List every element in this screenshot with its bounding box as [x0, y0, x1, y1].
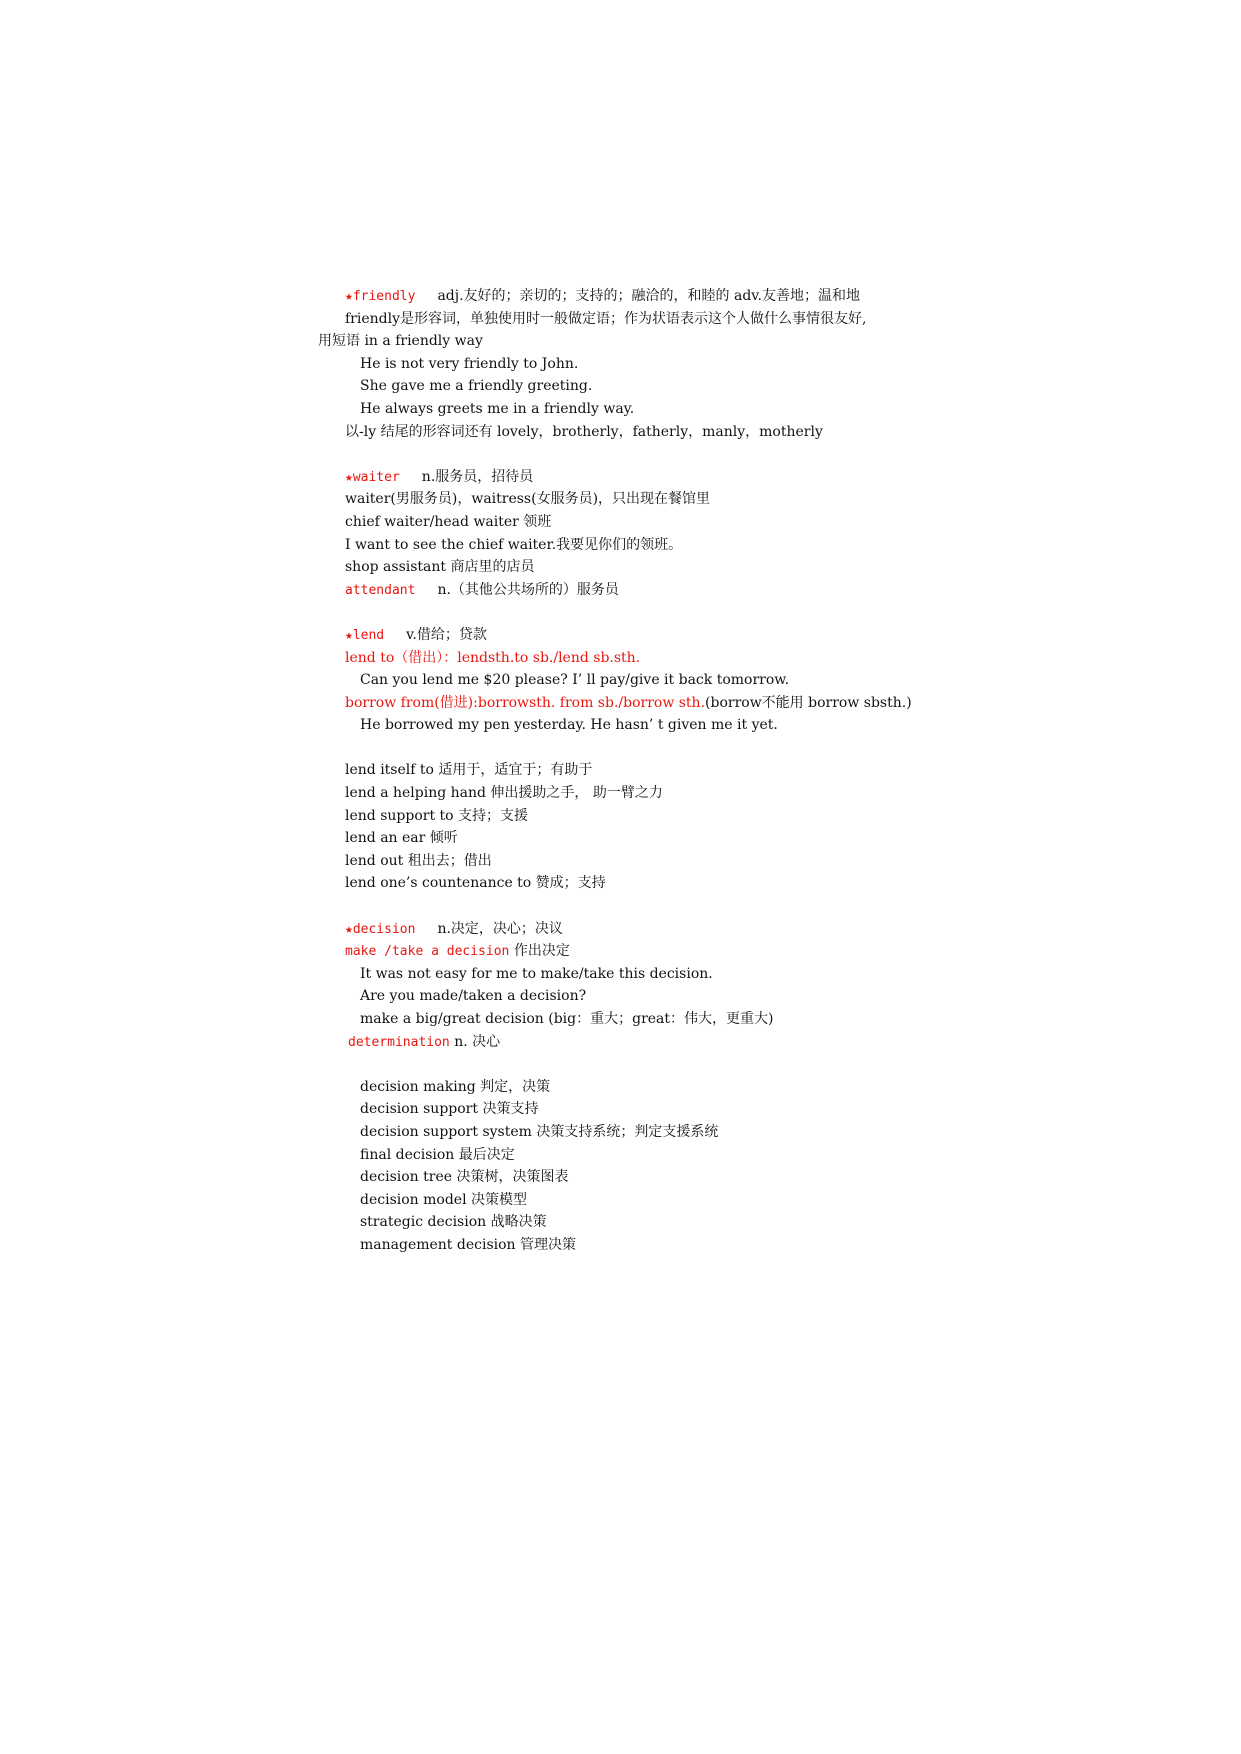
- decision-example: make a big/great decision (big：重大；great：伟大，更重大): [360, 1011, 774, 1027]
- decision-phrase: decision model 决策模型: [360, 1191, 528, 1208]
- friendly-ly-adjectives: 以-ly 结尾的形容词还有 lovely，brotherly，fatherly，manly，motherly: [345, 423, 823, 440]
- decision-phrase: decision tree 决策树，决策图表: [360, 1169, 569, 1186]
- determination-word: determination: [348, 1034, 450, 1050]
- lend-phrase: lend a helping hand 伸出援助之手， 助一臂之力: [345, 785, 663, 802]
- vocabulary-notes: [318, 285, 938, 1257]
- decision-phrase: management decision 管理决策: [360, 1236, 577, 1253]
- make-decision-line: [318, 940, 938, 963]
- definition-lend: v.借给；贷款: [406, 626, 487, 643]
- entry-friendly-header: [318, 285, 938, 308]
- friendly-example: He is not very friendly to John.: [360, 355, 579, 372]
- entry-decision-header: [318, 918, 938, 941]
- headword-lend: ★lend: [345, 627, 385, 643]
- decision-example: It was not easy for me to make/take this decision.: [360, 965, 713, 982]
- friendly-note-line-2: 用短语 in a friendly way: [318, 333, 483, 350]
- waiter-line: shop assistant 商店里的店员: [345, 559, 535, 576]
- decision-phrase: decision making 判定，决策: [360, 1078, 551, 1095]
- friendly-example: He always greets me in a friendly way.: [360, 400, 635, 417]
- definition-decision: n.决定，决心；决议: [437, 920, 563, 937]
- waiter-line: I want to see the chief waiter.我要见你们的领班。: [345, 536, 683, 553]
- borrow-from-usage: borrow from(借进):borrowsth. from sb./borrow sth.: [345, 694, 706, 711]
- decision-phrase: final decision 最后决定: [360, 1146, 515, 1163]
- waiter-line: waiter(男服务员)，waitress(女服务员)，只出现在餐馆里: [345, 491, 711, 508]
- definition-friendly: adj.友好的；亲切的；支持的；融洽的，和睦的 adv.友善地；温和地: [437, 288, 861, 304]
- decision-example: Are you made/taken a decision?: [360, 988, 587, 1005]
- friendly-note-line-1: friendly是形容词，单独使用时一般做定语；作为状语表示这个人做什么事情很友好,: [345, 310, 867, 327]
- borrow-note: (borrow不能用 borrow sbsth.): [705, 694, 912, 711]
- lend-phrase: lend out 租出去；借出: [345, 852, 492, 869]
- friendly-example: She gave me a friendly greeting.: [360, 378, 593, 395]
- headword-waiter: ★waiter: [345, 469, 400, 485]
- attendant-definition: n.（其他公共场所的）服务员: [437, 581, 619, 598]
- lend-phrase: lend one’s countenance to 赞成；支持: [345, 875, 606, 892]
- lend-to-usage: lend to（借出）：lendsth.to sb./lend sb.sth.: [345, 649, 641, 666]
- headword-decision: ★decision: [345, 921, 416, 937]
- definition-waiter: n.服务员，招待员: [421, 468, 534, 485]
- entry-lend-header: [318, 624, 938, 647]
- lend-example: Can you lend me $20 please? I’ ll pay/give it back tomorrow.: [360, 672, 790, 689]
- lend-phrase: lend support to 支持；支援: [345, 807, 529, 824]
- headword-friendly: ★friendly: [345, 289, 416, 304]
- decision-phrase: strategic decision 战略决策: [360, 1214, 547, 1231]
- make-take-decision: make /take a decision: [345, 944, 510, 960]
- determination-definition: n. 决心: [454, 1033, 501, 1050]
- make-decision-meaning: 作出决定: [513, 943, 570, 960]
- borrow-usage: [318, 692, 938, 715]
- decision-phrase: decision support 决策支持: [360, 1101, 539, 1118]
- entry-waiter-header: [318, 466, 938, 489]
- lend-phrase: lend itself to 适用于，适宜于；有助于: [345, 762, 593, 779]
- lend-phrase: lend an ear 倾听: [345, 830, 458, 847]
- borrow-example: He borrowed my pen yesterday. He hasn’ t given me it yet.: [360, 717, 778, 734]
- decision-phrase: decision support system 决策支持系统；判定支援系统: [360, 1123, 719, 1140]
- waiter-line: chief waiter/head waiter 领班: [345, 513, 552, 530]
- attendant-word: attendant: [345, 582, 416, 598]
- determination-line: [318, 1031, 938, 1054]
- attendant-line: [318, 579, 938, 602]
